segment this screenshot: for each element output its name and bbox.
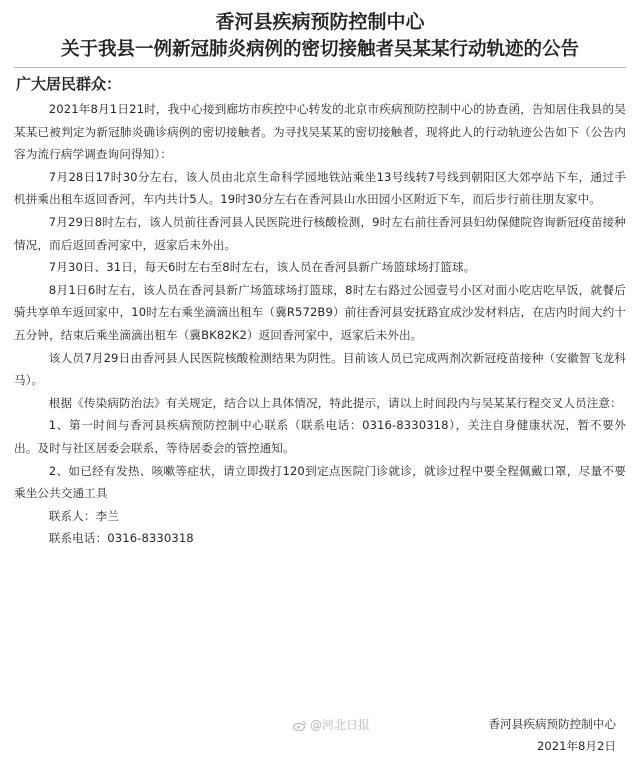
org-title: 香河县疾病预防控制中心 <box>215 11 425 33</box>
paragraph-item-2: 2、如已经有发热、咳嗽等症状，请立即拨打120到定点医院门诊就诊，就诊过程中要全程佩戴口罩，尽量不要乘坐公共交通工具 <box>14 463 626 501</box>
weibo-icon <box>293 720 307 731</box>
contact-person: 联系人：李兰 <box>48 508 119 523</box>
greeting: 广大居民群众： <box>16 75 122 93</box>
paragraph-aug-1: 8月1日6时左右，该人员在香河县新广场篮球场打篮球，8时左右路过公园壹号小区对面小吃店吃早饭，就餐后骑共享单车返回家中，10时左右乘坐滴滴出租车（冀R572B9）前往香河县安抚路宜成沙发材料店，在店内时间大约十五分钟，结束后乘坐滴滴出租车（冀BK82K2）返回香河家中，返家后未外出。 <box>14 282 626 342</box>
paragraph-legal-notice: 根据《传染病防治法》有关规定，结合以上具体情况，特此提示，请以上时间段内与吴某某行程交叉人员注意： <box>48 395 622 410</box>
weibo-watermark <box>293 714 370 736</box>
footer-date: 2021年8月2日 <box>536 739 616 753</box>
notice-body <box>14 98 626 550</box>
watermark-text: @河北日报 <box>310 718 371 732</box>
paragraph-july-28: 7月28日17时30分左右，该人员由北京生命科学园地铁站乘坐13号线转7号线到朝阳区大郊亭站下车，通过手机拼乘出租车返回香河，车内共计5人。19时30分左右在香河县山水田园小区附近下车，而后步行前往朋友家中。 <box>14 169 626 207</box>
footer-org: 香河县疾病预防控制中心 <box>488 717 616 731</box>
paragraph-test-result: 该人员7月29日由香河县人民医院核酸检测结果为阴性。目前该人员已完成两剂次新冠疫苗接种（安徽智飞龙科马）。 <box>14 350 626 388</box>
notice-header <box>14 8 626 63</box>
contact-phone: 联系电话：0316-8330318 <box>48 531 194 546</box>
notice-title: 关于我县一例新冠肺炎病例的密切接触者吴某某行动轨迹的公告 <box>60 39 579 60</box>
paragraph-july-29: 7月29日8时左右，该人员前往香河县人民医院进行核酸检测，9时左右前往香河县妇幼保健院咨询新冠疫苗接种情况，而后返回香河家中，返家后未外出。 <box>14 214 626 252</box>
paragraph-july-30-31: 7月30日、31日，每天6时左右至8时左右，该人员在香河县新广场篮球场打篮球。 <box>48 260 476 275</box>
paragraph-item-1: 1、第一时间与香河县疾病预防控制中心联系（联系电话：0316-8330318），关注自身健康状况，暂不要外出。及时与社区居委会联系，等待居委会的管控通知。 <box>14 418 626 455</box>
notice-footer <box>488 713 616 757</box>
paragraph-intro: 2021年8月1日21时，我中心接到廊坊市疾控中心转发的北京市疾病预防控制中心的协查函，告知居住我县的吴某某已被判定为新冠肺炎确诊病例的密切接触者。为寻找吴某某的密切接触者，现将此人的行动轨迹公告如下（公告内容为流行病学调查询问得知）： <box>14 102 626 162</box>
divider <box>14 67 626 68</box>
